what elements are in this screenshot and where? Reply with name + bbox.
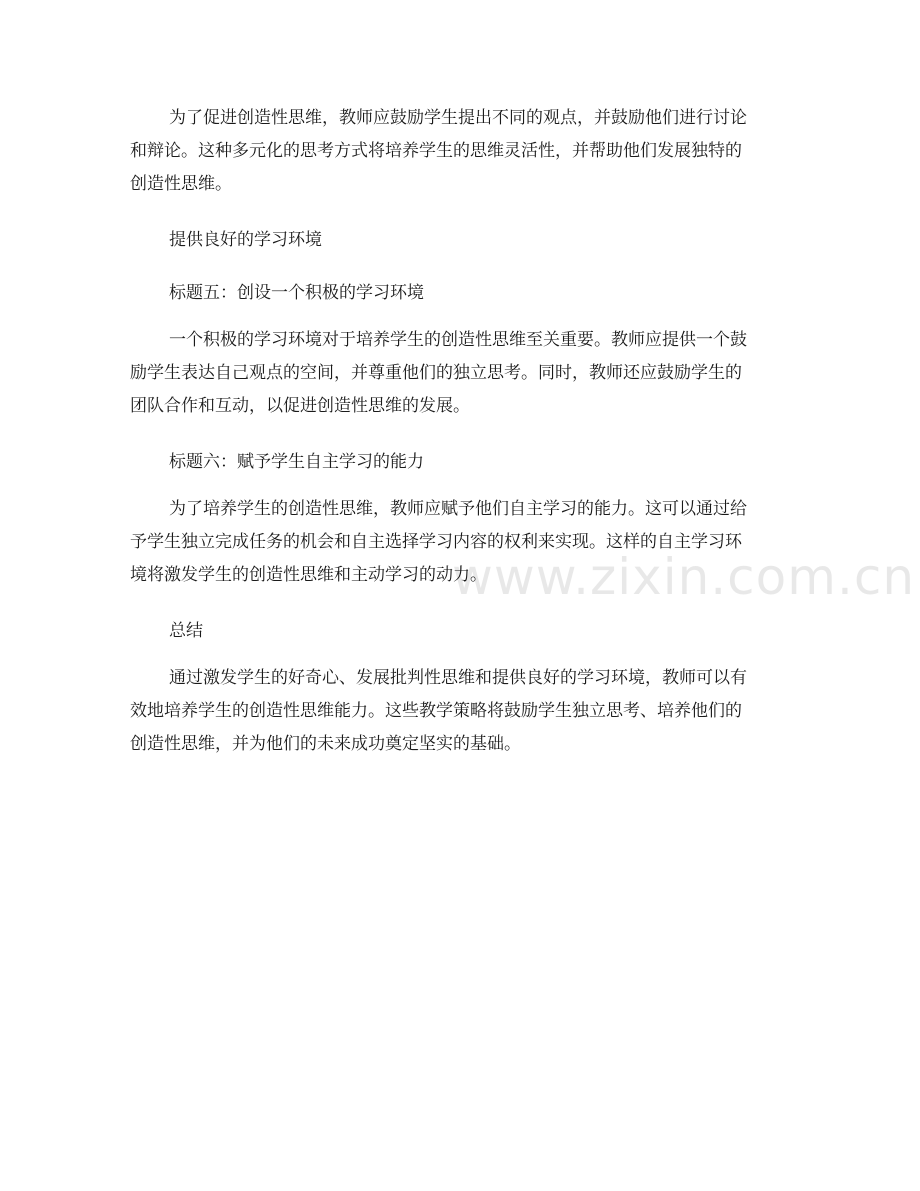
paragraph-line: 励学生表达自己观点的空间，并尊重他们的独立思考。同时，教师还应鼓励学生的 bbox=[130, 363, 742, 383]
paragraph-line: 一个积极的学习环境对于培养学生的创造性思维至关重要。教师应提供一个鼓 bbox=[169, 330, 747, 350]
paragraph-line: 团队合作和互动，以促进创造性思维的发展。 bbox=[130, 396, 470, 416]
paragraph-line: 为了培养学生的创造性思维，教师应赋予他们自主学习的能力。这可以通过给 bbox=[169, 499, 747, 519]
paragraph-line: 境将激发学生的创造性思维和主动学习的动力。 bbox=[130, 565, 487, 585]
paragraph-line: 和辩论。这种多元化的思考方式将培养学生的思维灵活性，并帮助他们发展独特的 bbox=[130, 141, 742, 161]
heading-five: 标题五：创设一个积极的学习环境 bbox=[169, 283, 424, 303]
paragraph-line: 创造性思维。 bbox=[130, 174, 232, 194]
heading-six: 标题六：赋予学生自主学习的能力 bbox=[169, 452, 424, 472]
paragraph-line: 效地培养学生的创造性思维能力。这些教学策略将鼓励学生独立思考、培养他们的 bbox=[130, 701, 742, 721]
section-heading: 提供良好的学习环境 bbox=[169, 230, 322, 250]
summary-heading: 总结 bbox=[169, 621, 203, 641]
paragraph-line: 予学生独立完成任务的机会和自主选择学习内容的权利来实现。这样的自主学习环 bbox=[130, 532, 742, 552]
paragraph-learning-environment bbox=[130, 324, 795, 423]
watermark: www.zixin.com.cn bbox=[452, 548, 916, 606]
paragraph-line: 为了促进创造性思维，教师应鼓励学生提出不同的观点，并鼓励他们进行讨论 bbox=[169, 108, 747, 128]
paragraph-line: 通过激发学生的好奇心、发展批判性思维和提供良好的学习环境，教师可以有 bbox=[169, 668, 747, 688]
paragraph-creative-discussion bbox=[130, 102, 795, 201]
paragraph-autonomous-learning bbox=[130, 493, 795, 592]
paragraph-line: 创造性思维，并为他们的未来成功奠定坚实的基础。 bbox=[130, 734, 521, 754]
paragraph-summary bbox=[130, 662, 795, 761]
